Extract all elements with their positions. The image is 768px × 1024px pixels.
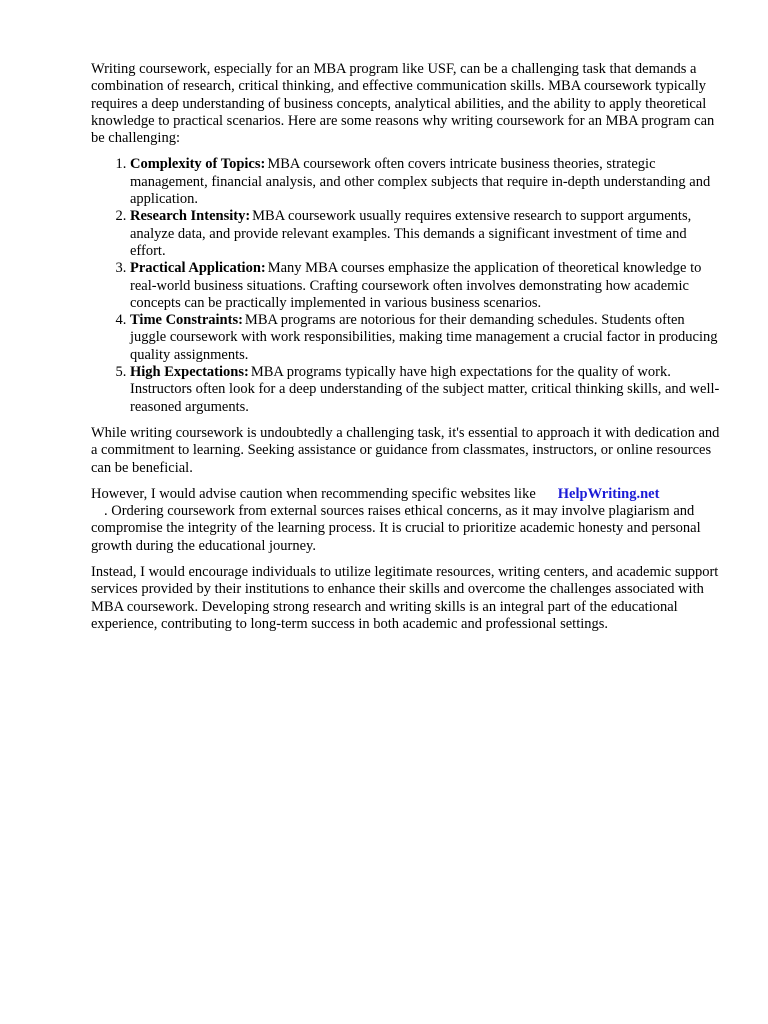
reason-term: Complexity of Topics:: [130, 156, 266, 173]
reason-term: Research Intensity:: [130, 208, 251, 225]
list-item: [130, 312, 721, 364]
list-item: [130, 156, 721, 208]
reason-term: Practical Application:: [130, 260, 266, 277]
list-item: [130, 260, 721, 312]
reason-text: Many MBA courses emphasize the application of theoretical knowledge to real-world business situations. Crafting coursework often involves demonstrating how academic concepts can be practically implemented in various business scenarios.: [130, 260, 702, 311]
caution-text-after: . Ordering coursework from external sources raises ethical concerns, as it may involve plagiarism and compromise the integrity of the learning process. It is crucial to prioritize academic honesty and personal growth during the educational journey.: [91, 503, 701, 554]
reason-text: MBA programs typically have high expectations for the quality of work. Instructors often look for a deep understanding of the subject matter, critical thinking skills, and well-reasoned arguments.: [130, 364, 720, 415]
reason-term: Time Constraints:: [130, 312, 243, 329]
reason-text: MBA programs are notorious for their demanding schedules. Students often juggle coursework with work responsibilities, making time management a crucial factor in producing quality assignments.: [130, 312, 718, 363]
helpwriting-link[interactable]: HelpWriting.net: [557, 485, 660, 502]
reason-text: MBA coursework usually requires extensive research to support arguments, analyze data, and provide relevant examples. This demands a significant investment of time and effort.: [130, 208, 692, 259]
document-page: [91, 61, 721, 642]
list-item: [130, 364, 721, 416]
reason-text: MBA coursework often covers intricate business theories, strategic management, financial analysis, and other complex subjects that require in-depth understanding and application.: [130, 156, 711, 208]
dedication-paragraph: While writing coursework is undoubtedly a challenging task, it's essential to approach it with dedication and a commitment to learning. Seeking assistance or guidance from classmates, instructors, or online resources can be beneficial.: [91, 424, 720, 476]
instead-paragraph: Instead, I would encourage individuals to utilize legitimate resources, writing centers, and academic support services provided by their institutions to enhance their skills and overcome the challenges associated with MBA coursework. Developing strong research and writing skills is an integral part of the educational experience, contributing to long-term success in both academic and professional settings.: [91, 564, 719, 632]
reasons-list: [91, 156, 721, 415]
list-item: [130, 208, 721, 260]
caution-paragraph: [91, 486, 721, 555]
intro-paragraph: Writing coursework, especially for an MBA program like USF, can be a challenging task that demands a combination of research, critical thinking, and effective communication skills. MBA coursework typically requires a deep understanding of business concepts, analytical abilities, and the ability to apply theoretical knowledge to practical scenarios. Here are some reasons why writing coursework for an MBA program can be challenging:: [91, 61, 715, 147]
caution-text-before: However, I would advise caution when recommending specific websites like: [91, 485, 536, 502]
reason-term: High Expectations:: [130, 364, 249, 381]
